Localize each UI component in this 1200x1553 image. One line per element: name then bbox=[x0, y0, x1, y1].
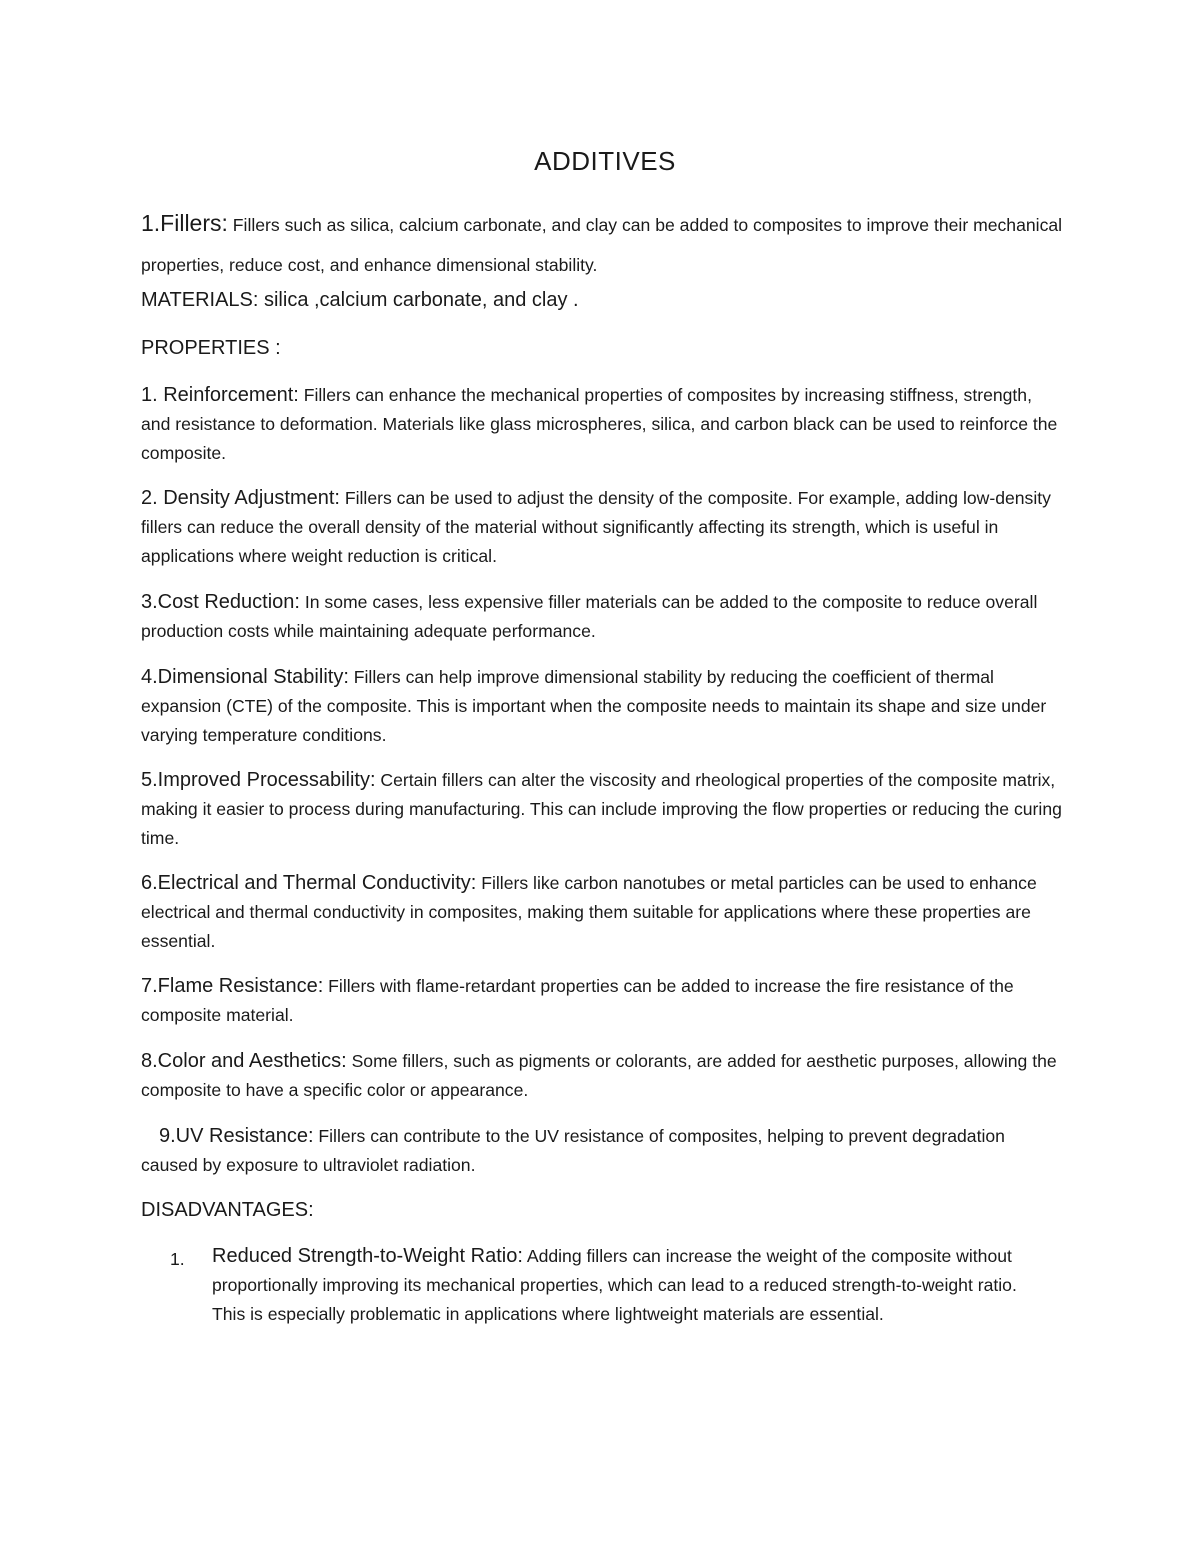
property-item bbox=[141, 766, 1066, 853]
properties-heading-paragraph bbox=[141, 334, 1066, 363]
property-heading: 3.Cost Reduction: bbox=[141, 591, 300, 613]
property-text: Fillers can help improve dimensional stability by reducing the coefficient of thermal expansion (CTE) of the composite. This is important when the composite needs to maintain its shape and size under varying temperature conditions. bbox=[141, 667, 1047, 745]
disadvantage-text: Adding fillers can increase the weight of the composite without proportionally improving its mechanical properties, which can lead to a reduced strength-to-weight ratio. This is especially problematic in applications where lightweight materials are essential. bbox=[212, 1246, 1017, 1324]
property-heading: 6.Electrical and Thermal Conductivity: bbox=[141, 872, 477, 894]
property-item bbox=[141, 663, 1066, 750]
property-heading: 4.Dimensional Stability: bbox=[141, 666, 349, 688]
property-heading: 8.Color and Aesthetics: bbox=[141, 1050, 347, 1072]
property-text: Fillers with flame-retardant properties can be added to increase the fire resistance of the composite material. bbox=[141, 976, 1014, 1025]
property-heading: 1. Reinforcement: bbox=[141, 384, 299, 406]
property-text: Certain fillers can alter the viscosity and rheological properties of the composite matrix, making it easier to process during manufacturing. This can include improving the flow properties or reducing the curing time. bbox=[141, 770, 1062, 848]
property-text: Fillers can enhance the mechanical properties of composites by increasing stiffness, strength, and resistance to deformation. Materials like glass microspheres, silica, and carbon black can be used to reinforce the composite. bbox=[141, 385, 1058, 463]
property-heading: 5.Improved Processability: bbox=[141, 769, 376, 791]
properties-heading: PROPERTIES : bbox=[141, 337, 281, 359]
property-item bbox=[141, 484, 1066, 571]
property-item bbox=[141, 381, 1066, 468]
property-heading: 7.Flame Resistance: bbox=[141, 975, 324, 997]
property-text: Fillers like carbon nanotubes or metal particles can be used to enhance electrical and thermal conductivity in composites, making them suitable for applications where these properties are essential. bbox=[141, 873, 1037, 951]
property-text: In some cases, less expensive filler materials can be added to the composite to reduce overall production costs while maintaining adequate performance. bbox=[141, 592, 1038, 641]
property-text: Some fillers, such as pigments or colorants, are added for aesthetic purposes, allowing the composite to have a specific color or appearance. bbox=[141, 1051, 1057, 1100]
disadvantages-heading-paragraph bbox=[141, 1196, 1066, 1225]
page-title: ADDITIVES bbox=[534, 146, 676, 176]
property-item bbox=[141, 972, 1066, 1030]
property-text: Fillers can be used to adjust the density of the composite. For example, adding low-density fillers can reduce the overall density of the material without significantly affecting its strength, which is useful in applications where weight reduction is critical. bbox=[141, 488, 1051, 566]
disadvantages-heading: DISADVANTAGES: bbox=[141, 1199, 314, 1221]
list-number: 1. bbox=[170, 1249, 185, 1269]
property-text: Fillers can contribute to the UV resistance of composites, helping to prevent degradation caused by exposure to ultraviolet radiation. bbox=[141, 1126, 1005, 1175]
property-heading: 2. Density Adjustment: bbox=[141, 487, 340, 509]
property-item bbox=[141, 1122, 1066, 1180]
property-item bbox=[141, 869, 1066, 956]
materials-label: MATERIALS: silica ,calcium carbonate, and clay . bbox=[141, 289, 579, 311]
fillers-heading: 1.Fillers: bbox=[141, 210, 228, 236]
disadvantage-body bbox=[212, 1242, 1050, 1329]
fillers-text: Fillers such as silica, calcium carbonate, and clay can be added to composites to improve their mechanical properties, reduce cost, and enhance dimensional stability. bbox=[141, 215, 1063, 275]
property-item bbox=[141, 1047, 1066, 1105]
materials-paragraph bbox=[141, 286, 1066, 315]
disadvantage-heading: Reduced Strength-to-Weight Ratio: bbox=[212, 1245, 523, 1267]
property-item bbox=[141, 588, 1066, 646]
fillers-paragraph bbox=[141, 203, 1066, 285]
property-heading: 9.UV Resistance: bbox=[159, 1125, 314, 1147]
disadvantage-list-item bbox=[170, 1242, 1050, 1329]
